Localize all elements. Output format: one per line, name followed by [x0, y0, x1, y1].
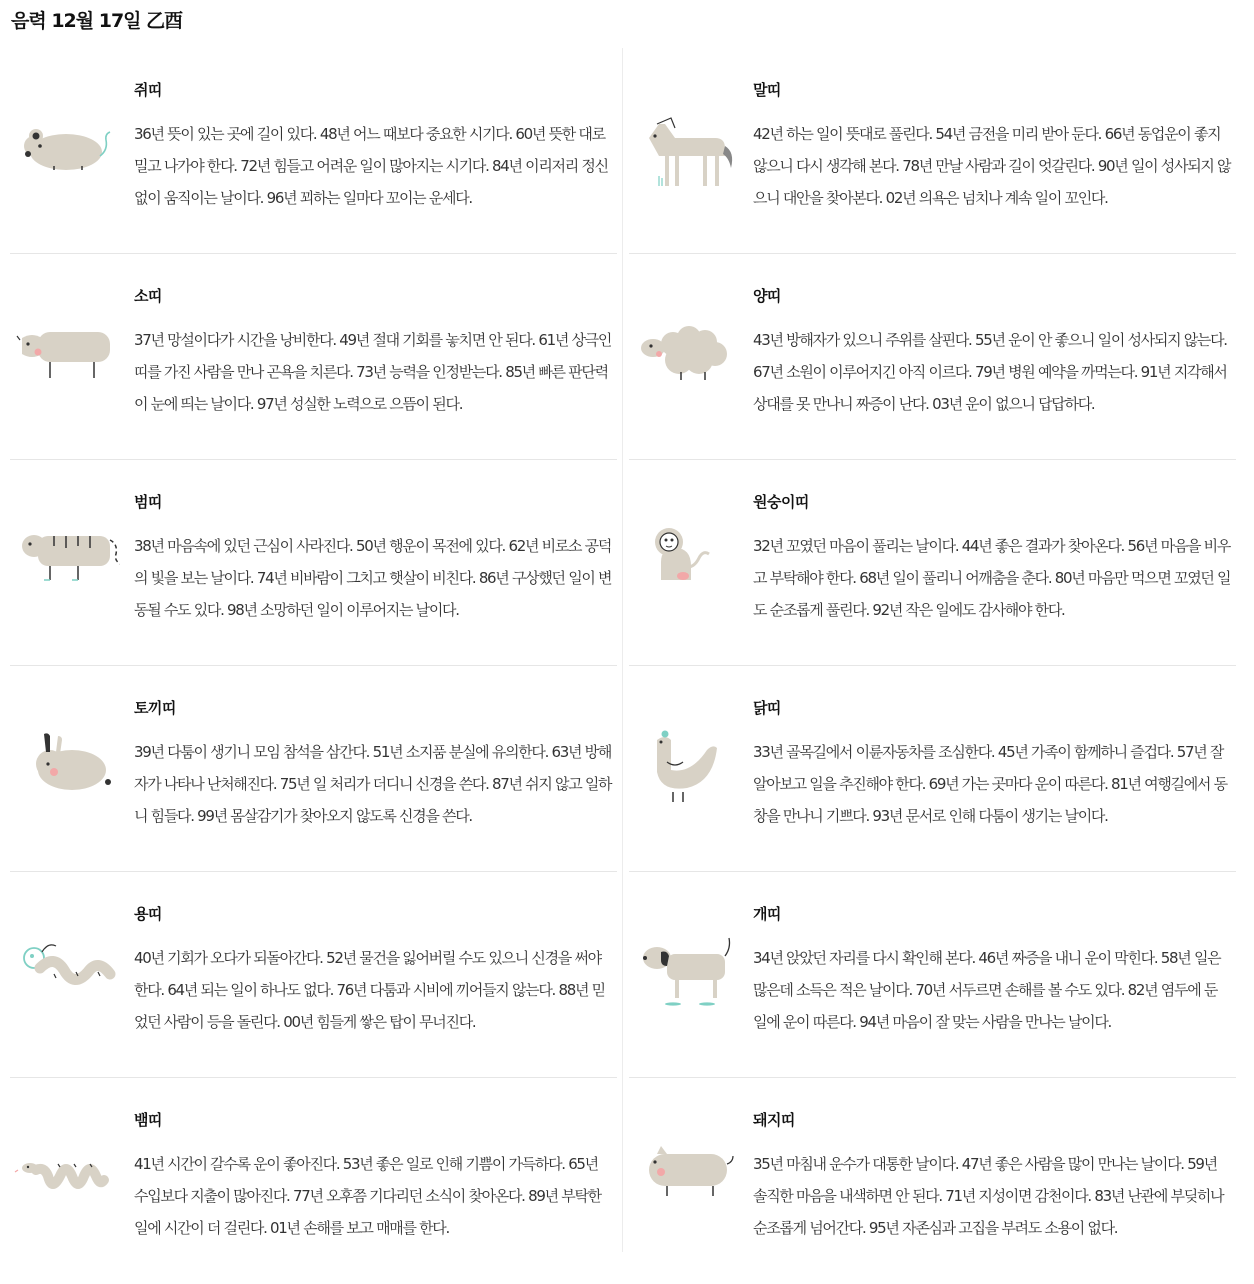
zodiac-card-pig [629, 1078, 1236, 1284]
zodiac-card-dog [629, 872, 1236, 1078]
zodiac-fortune-text: 34년 앉았던 자리를 다시 확인해 본다. 46년 짜증을 내니 운이 막힌다. 58년 일은 많은데 소득은 적은 날이다. 70년 서두르면 손해를 볼 수도 있다. 82년 염두에 둔 일에 운이 따른다. 94년 마음이 잘 맞는 사람을 만나는 날이다. [753, 949, 1221, 1031]
ox-icon [14, 300, 120, 406]
zodiac-card-ox [10, 254, 617, 460]
zodiac-card-rat [10, 48, 617, 254]
zodiac-card-horse [629, 48, 1236, 254]
zodiac-fortune-text: 32년 꼬였던 마음이 풀리는 날이다. 44년 좋은 결과가 찾아온다. 56년 마음을 비우고 부탁해야 한다. 68년 일이 풀리니 어깨춤을 춘다. 80년 마음만 먹으면 꼬였던 일도 순조롭게 풀린다. 92년 작은 일에도 감사해야 한다. [753, 537, 1231, 619]
zodiac-card-rooster [629, 666, 1236, 872]
page-title: 음력 12월 17일 乙酉 [11, 10, 183, 32]
zodiac-card-monkey [629, 460, 1236, 666]
zodiac-name: 뱀띠 [134, 1111, 162, 1129]
zodiac-name: 돼지띠 [753, 1111, 795, 1129]
dog-icon [633, 918, 739, 1024]
zodiac-card-dragon [10, 872, 617, 1078]
zodiac-fortune-text: 40년 기회가 오다가 되돌아간다. 52년 물건을 잃어버릴 수도 있으니 신경을 써야 한다. 64년 되는 일이 하나도 없다. 76년 다툼과 시비에 끼어들지 않는다. 88년 믿었던 사람이 등을 돌린다. 00년 힘들게 쌓은 탑이 무너진다. [134, 949, 605, 1031]
zodiac-card-tiger [10, 460, 617, 666]
zodiac-fortune-text: 38년 마음속에 있던 근심이 사라진다. 50년 행운이 목전에 있다. 62년 비로소 공덕의 빛을 보는 날이다. 74년 비바람이 그치고 햇살이 비친다. 86년 구상했던 일이 변동될 수도 있다. 98년 소망하던 일이 이루어지는 날이다. [134, 537, 612, 619]
mouse-icon [14, 94, 120, 200]
zodiac-fortune-text: 39년 다툼이 생기니 모임 참석을 삼간다. 51년 소지품 분실에 유의한다. 63년 방해자가 나타나 난처해진다. 75년 일 처리가 더디니 신경을 쓴다. 87년 쉬지 않고 일하니 힘들다. 99년 몸살감기가 찾아오지 않도록 신경을 쓴다. [134, 743, 612, 825]
zodiac-card-rabbit [10, 666, 617, 872]
horse-icon [633, 94, 739, 200]
sheep-icon [633, 300, 739, 406]
zodiac-fortune-text: 36년 뜻이 있는 곳에 길이 있다. 48년 어느 때보다 중요한 시기다. 60년 뜻한 대로 밀고 나가야 한다. 72년 힘들고 어려운 일이 많아지는 시기다. 84년 이리저리 정신없이 움직이는 날이다. 96년 꾀하는 일마다 꼬이는 운세다. [134, 125, 608, 207]
zodiac-name: 범띠 [134, 493, 162, 511]
zodiac-name: 소띠 [134, 287, 162, 305]
zodiac-name: 용띠 [134, 905, 162, 923]
zodiac-fortune-text: 42년 하는 일이 뜻대로 풀린다. 54년 금전을 미리 받아 둔다. 66년 동업운이 좋지 않으니 다시 생각해 본다. 78년 만날 사람과 길이 엇갈린다. 90년 일이 성사되지 않으니 대안을 찾아본다. 02년 의욕은 넘치나 계속 일이 꼬인다. [753, 125, 1231, 207]
zodiac-name: 개띠 [753, 905, 781, 923]
zodiac-card-sheep [629, 254, 1236, 460]
zodiac-fortune-text: 33년 골목길에서 이륜자동차를 조심한다. 45년 가족이 함께하니 즐겁다. 57년 잘 알아보고 일을 추진해야 한다. 69년 가는 곳마다 운이 따른다. 81년 여행길에서 동창을 만나니 기쁘다. 93년 문서로 인해 다툼이 생기는 날이다. [753, 743, 1227, 825]
zodiac-name: 원숭이띠 [753, 493, 809, 511]
column-divider [622, 48, 623, 1252]
zodiac-name: 양띠 [753, 287, 781, 305]
zodiac-name: 닭띠 [753, 699, 781, 717]
zodiac-card-snake [10, 1078, 617, 1284]
zodiac-fortune-text: 41년 시간이 갈수록 운이 좋아진다. 53년 좋은 일로 인해 기쁨이 가득하다. 65년 수입보다 지출이 많아진다. 77년 오후쯤 기다리던 소식이 찾아온다. 89년 부탁한 일에 시간이 더 걸린다. 01년 손해를 보고 매매를 한다. [134, 1155, 601, 1237]
zodiac-name: 쥐띠 [134, 81, 162, 99]
zodiac-fortune-text: 43년 방해자가 있으니 주위를 살핀다. 55년 운이 안 좋으니 일이 성사되지 않는다. 67년 소원이 이루어지긴 아직 이르다. 79년 병원 예약을 까먹는다. 91년 지각해서 상대를 못 만나니 짜증이 난다. 03년 운이 없으니 답답하다. [753, 331, 1227, 413]
rooster-icon [633, 712, 739, 818]
zodiac-name: 토끼띠 [134, 699, 176, 717]
pig-icon [633, 1124, 739, 1230]
snake-icon [14, 1124, 120, 1230]
rabbit-icon [14, 712, 120, 818]
dragon-icon [14, 918, 120, 1024]
tiger-icon [14, 506, 120, 612]
zodiac-fortune-text: 35년 마침내 운수가 대통한 날이다. 47년 좋은 사람을 많이 만나는 날이다. 59년 솔직한 마음을 내색하면 안 된다. 71년 지성이면 감천이다. 83년 난관에 부딪히나 순조롭게 넘어간다. 95년 자존심과 고집을 부려도 소용이 없다. [753, 1155, 1224, 1237]
monkey-icon [633, 506, 739, 612]
zodiac-fortune-grid [10, 48, 1236, 1252]
zodiac-fortune-text: 37년 망설이다가 시간을 낭비한다. 49년 절대 기회를 놓치면 안 된다. 61년 상극인 띠를 가진 사람을 만나 곤욕을 치른다. 73년 능력을 인정받는다. 85년 빠른 판단력이 눈에 띄는 날이다. 97년 성실한 노력으로 으뜸이 된다. [134, 331, 612, 413]
zodiac-name: 말띠 [753, 81, 781, 99]
